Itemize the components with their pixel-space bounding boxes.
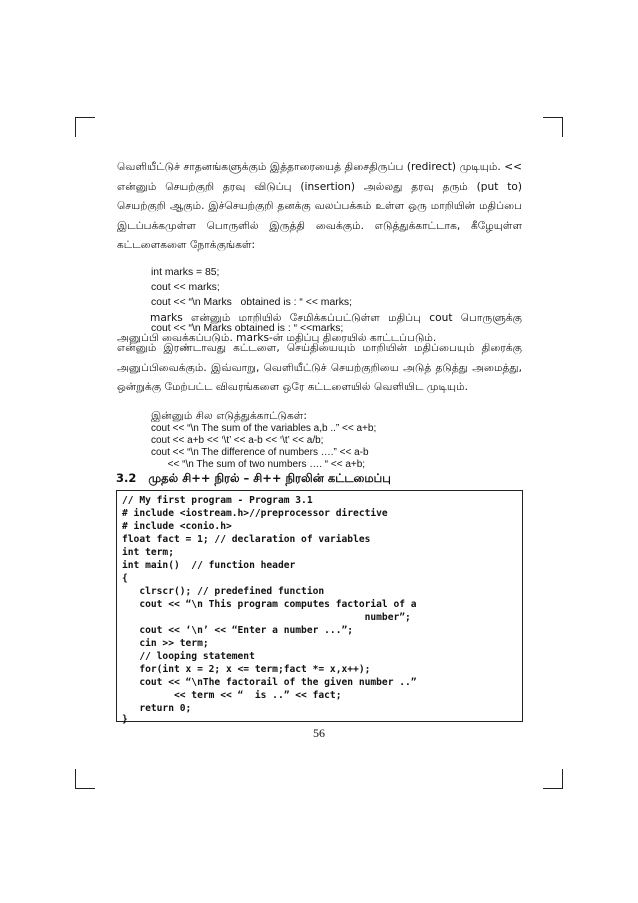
crop-mark-top-left-h (75, 117, 95, 118)
example-code-line: int marks = 85; (151, 267, 220, 278)
code-line: cin >> term; (122, 638, 209, 649)
code-line: cout << “\n This program computes factorial of a (122, 599, 417, 610)
paragraph-cascading-output: என்னும் இரண்டாவது கட்டளை, செய்தியையும் மாறியின் மதிப்பையும் திரைக்கு அனுப்பிவைக்கும். இவ்வாறு, வெளியீட்டுச் செயற்குறியை அடுத் தடுத்து அமைத்து, ஒன்றுக்கு மேற்பட்ட விவரங்களை ஒரே கட்டளையில் வெளியிட முடியும். (117, 342, 522, 394)
more-examples-intro: இன்னும் சில எடுத்துக்காட்டுகள்: (151, 410, 307, 422)
paragraph-redirection: வெளியீட்டுச் சாதனங்களுக்கும் இத்தாரையைத் திசைதிருப்ப (redirect) முடியும். << என்னும் செயற்குறி தரவு விடுப்பு (insertion) அல்லது தரவு தரும் (put to) செயற்குறி ஆகும். இச்செயற்குறி தனக்கு வலப்பக்கம் உள்ள ஒரு மாறியின் மதிப்பை இடப்பக்கமுள்ள பொருளில் இருத்தி வைக்கும். எடுத்துக்காட்டாக, கீழேயுள்ள கட்டளைகளை நோக்குங்கள்: (117, 161, 522, 252)
example-code-line: cout << a+b << ‘\t’ << a-b << ‘\t’ << a/b; (151, 435, 324, 446)
code-line: // My first program - Program 3.1 (122, 495, 313, 506)
code-line: return 0; (122, 703, 192, 714)
crop-mark-bottom-right-v (562, 769, 563, 789)
example-code-line: cout << “\n Marks obtained is : “ << marks; (151, 297, 352, 308)
code-line: cout << ‘\n’ << “Enter a number ...”; (122, 625, 354, 636)
example-code-line: << “\n The sum of two numbers …. “ << a+b; (151, 459, 366, 470)
code-line: clrscr(); // predefined function (122, 586, 325, 597)
page-number: 56 (313, 726, 325, 740)
program-listing-box (116, 490, 523, 725)
code-line: int main() // function header (122, 560, 296, 571)
example-code-line: cout << “\n The sum of the variables a,b ..” << a+b; (151, 423, 377, 434)
code-line: # include <conio.h> (122, 521, 232, 532)
code-line: for(int x = 2; x <= term;fact *= x,x++); (122, 664, 371, 675)
crop-mark-bottom-right-h (543, 788, 563, 789)
code-line: // looping statement (122, 651, 255, 662)
crop-mark-top-right-h (543, 117, 563, 118)
code-line: cout << “\nThe factorail of the given number ..” (122, 677, 417, 688)
example-code-line: cout << “\n Marks obtained is : “ <<marks; (151, 323, 344, 334)
code-line: } (122, 714, 128, 725)
paragraph-marks-explanation: marks என்னும் மாறியில் சேமிக்கப்பட்டுள்ள மதிப்பு cout பொருளுக்கு அனுப்பி வைக்கப்படும். marks-ன் மதிப்பு திரையில் காட்டப்படும். (117, 312, 522, 344)
crop-mark-top-left-v (75, 117, 76, 137)
crop-mark-top-right-v (562, 117, 563, 137)
section-heading: 3.2 முதல் சி++ நிரல் – சி++ நிரலின் கட்டமைப்பு (116, 471, 391, 485)
example-code-line: cout << marks; (151, 282, 220, 293)
code-line: int term; (122, 547, 174, 558)
crop-mark-bottom-left-h (75, 788, 95, 789)
code-line: float fact = 1; // declaration of variables (122, 534, 371, 545)
example-code-line: cout << “\n The difference of numbers ….” << a-b (151, 447, 369, 458)
code-line: # include <iostream.h>//preprocessor directive (122, 508, 388, 519)
crop-mark-bottom-left-v (75, 769, 76, 789)
code-line: number”; (122, 612, 411, 623)
code-line: { (122, 573, 128, 584)
code-line: << term << “ is ..” << fact; (122, 690, 342, 701)
